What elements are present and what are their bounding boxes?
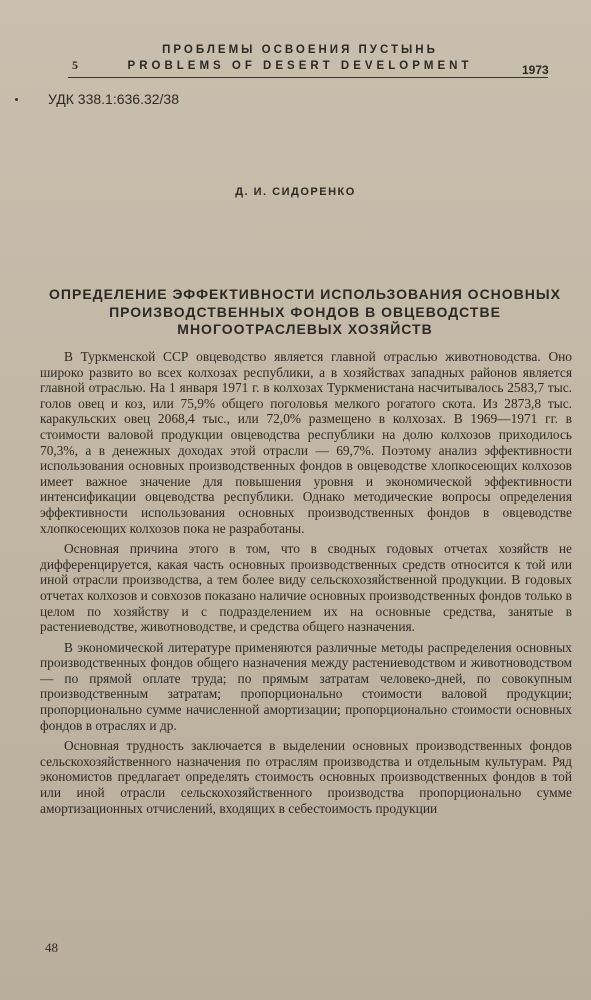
paragraph: Основная причина этого в том, что в сводных годовых отчетах хозяйств не дифференцируется, какая часть основных производственных средств относится к той или иной отрасли производства, а тем более виду сельскохозяйственной продукции. В годовых отчетах колхозов и совхозов показано наличие основных производственных фондов только в целом по хозяйству и с подразделением их на основные средства, занятые в растениеводстве, животноводстве, и средства общего назначения. <box>40 541 572 635</box>
running-header <box>0 42 591 78</box>
paragraph: В экономической литературе применяются различные методы распределения основных производственных фондов общего назначения между растениеводством и животноводством — по прямой оплате труда; по прямым затратам человеко-дней, по совокупным производственным затратам; пропорционально стоимости валовой продукции; пропорционально сумме начисленной амортизации; пропорционально стоимости основных фондов в отраслях и др. <box>40 639 572 733</box>
article-body <box>40 349 572 821</box>
year: 1973 <box>522 63 549 77</box>
header-rule <box>68 77 548 78</box>
udk-code: УДК 338.1:636.32/38 <box>48 91 179 107</box>
journal-title-en: PROBLEMS OF DESERT DEVELOPMENT <box>127 60 473 72</box>
paragraph: Основная трудность заключается в выделении основных производственных фондов сельскохозяйственного назначения по отраслям производства и отдельным культурам. Ряд экономистов предлагает определять стоимость основных производственных фондов в той или иной отрасли сельскохозяйственного производства пропорционально сумме амортизационных отчислений, входящих в себестоимость продукции <box>40 738 572 816</box>
margin-mark <box>15 98 18 101</box>
page-number: 48 <box>45 940 58 955</box>
paragraph: В Туркменской ССР овцеводство является главной отраслью животноводства. Оно широко развито во всех колхозах республики, а в хозяйствах западных районов является главной отраслью. На 1 января 1971 г. в колхозах Туркменистана насчитывалось 2583,7 тыс. голов овец и коз, или 75,9% общего поголовья мелкого рогатого скота. Из 2873,8 тыс. каракульских овец 2068,4 тыс., или 72,0% размещено в колхозах. В 1969—1971 гг. в стоимости валовой продукции овцеводства республики на долю колхозов приходилось 70,3%, а в денежных доходах этой отрасли — 69,7%. Поэтому анализ эффективности использования основных производственных фондов в овцеводстве хлопкосеющих колхозов имеет важное значение для повышения уровня и экономической эффективности интенсификации овцеводства республики. Однако методические вопросы определения эффективности использования основных производственных фондов в овцеводстве хлопкосеющих колхозов пока не разработаны. <box>40 349 572 536</box>
author: Д. И. СИДОРЕНКО <box>235 186 356 198</box>
journal-title-ru: ПРОБЛЕМЫ ОСВОЕНИЯ ПУСТЫНЬ <box>162 44 438 56</box>
article-title: ОПРЕДЕЛЕНИЕ ЭФФЕКТИВНОСТИ ИСПОЛЬЗОВАНИЯ ОСНОВНЫХ ПРОИЗВОДСТВЕННЫХ ФОНДОВ В ОВЦЕВОДСТВЕ МНОГООТРАСЛЕВЫХ ХОЗЯЙСТВ <box>49 286 561 337</box>
issue-number: 5 <box>72 58 78 72</box>
